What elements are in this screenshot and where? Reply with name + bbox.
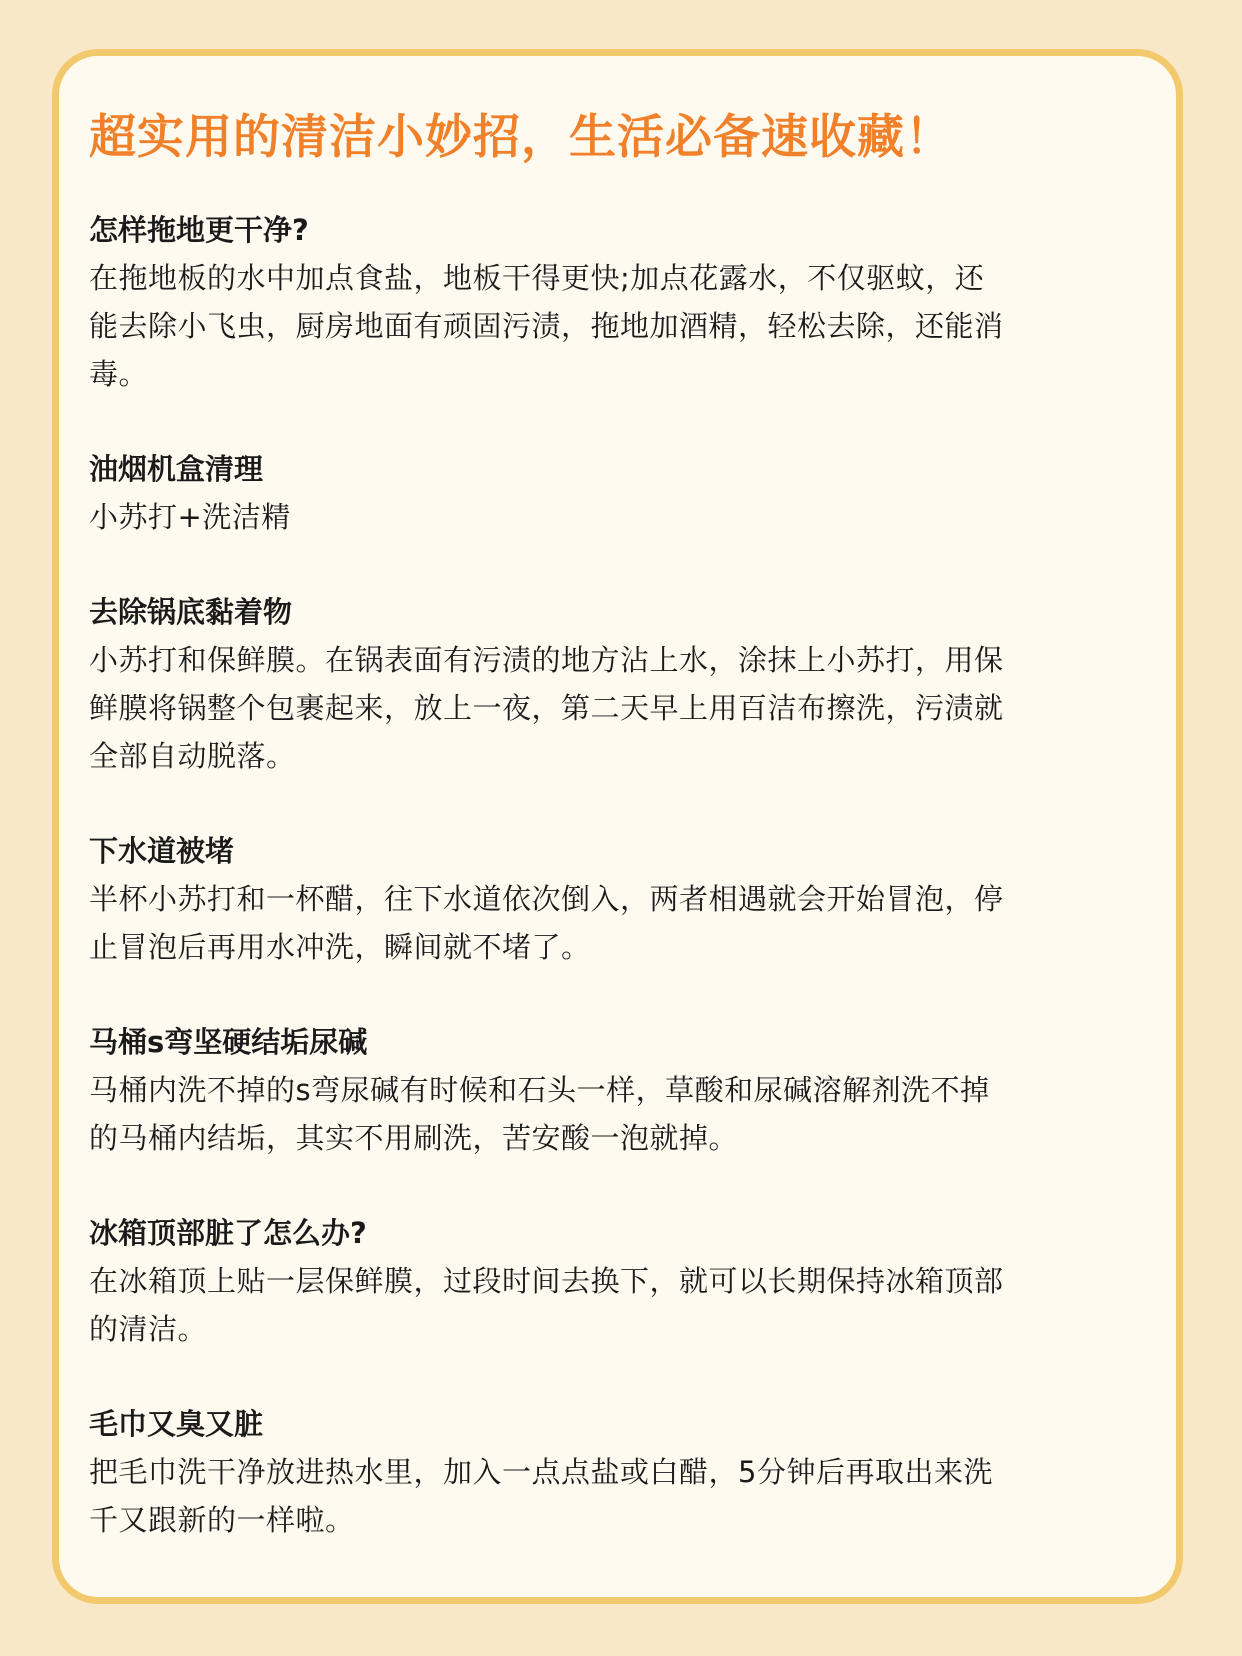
tip-body: 在冰箱顶上贴一层保鲜膜，过段时间去换下，就可以长期保持冰箱顶部 的清洁。 bbox=[89, 1264, 1004, 1346]
tip-section bbox=[89, 445, 1149, 541]
tips-list bbox=[89, 206, 1149, 1544]
tip-heading: 冰箱顶部脏了怎么办? bbox=[89, 1216, 367, 1250]
tip-heading: 怎样拖地更干净? bbox=[89, 213, 309, 247]
tip-section bbox=[89, 1400, 1149, 1544]
tip-heading: 油烟机盒清理 bbox=[89, 452, 264, 486]
tip-section bbox=[89, 588, 1149, 780]
tip-body: 半杯小苏打和一杯醋，往下水道依次倒入，两者相遇就会开始冒泡，停 止冒泡后再用水冲洗，瞬间就不堵了。 bbox=[89, 882, 1004, 964]
content-card bbox=[52, 49, 1183, 1604]
tip-heading: 马桶s弯坚硬结垢尿碱 bbox=[89, 1025, 368, 1059]
tip-body: 小苏打和保鲜膜。在锅表面有污渍的地方沾上水，涂抹上小苏打，用保 鲜膜将锅整个包裹起来，放上一夜，第二天早上用百洁布擦洗，污渍就 全部自动脱落。 bbox=[89, 643, 1004, 773]
tip-section bbox=[89, 206, 1149, 398]
tip-section bbox=[89, 827, 1149, 971]
tip-heading: 下水道被堵 bbox=[89, 834, 235, 868]
tip-heading: 去除锅底黏着物 bbox=[89, 595, 293, 629]
tip-section bbox=[89, 1209, 1149, 1353]
tip-section bbox=[89, 1018, 1149, 1162]
tip-body: 马桶内洗不掉的s弯尿碱有时候和石头一样，草酸和尿碱溶解剂洗不掉 的马桶内结垢，其实不用刷洗，苦安酸一泡就掉。 bbox=[89, 1073, 990, 1155]
tip-body: 小苏打+洗洁精 bbox=[89, 500, 291, 534]
page-title: 超实用的清洁小妙招，生活必备速收藏！ bbox=[89, 110, 953, 165]
tip-body: 在拖地板的水中加点食盐，地板干得更快;加点花露水，不仅驱蚊，还 能去除小飞虫，厨房地面有顽固污渍，拖地加酒精，轻松去除，还能消 毒。 bbox=[89, 261, 1004, 391]
tip-body: 把毛巾洗干净放进热水里，加入一点点盐或白醋，5分钟后再取出来洗 千又跟新的一样啦。 bbox=[89, 1455, 993, 1537]
tip-heading: 毛巾又臭又脏 bbox=[89, 1407, 264, 1441]
